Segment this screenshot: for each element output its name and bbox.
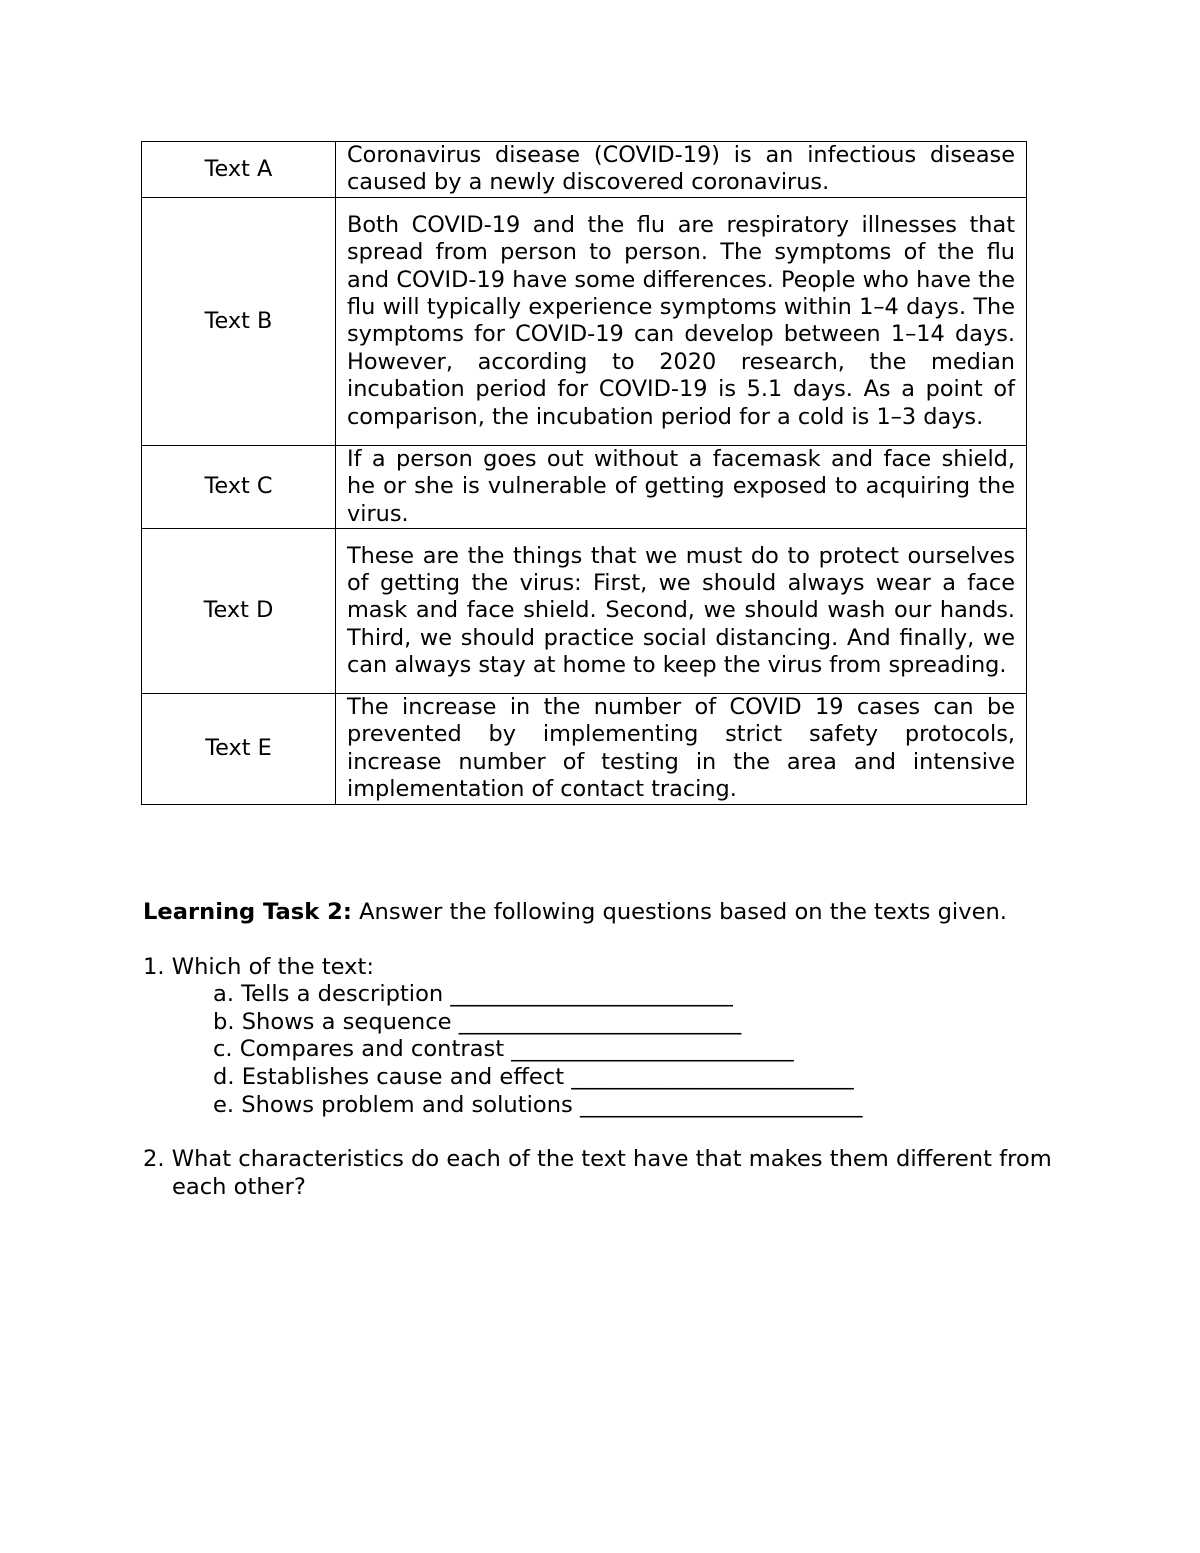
text-body: The increase in the number of COVID 19 cases can be prevented by implementing strict safety protocols, increase number of testing in the area and intensive implementation of contact tracing. xyxy=(336,694,1027,805)
text-body: Both COVID-19 and the flu are respiratory illnesses that spread from person to person. The symptoms of the flu and COVID-19 have some differences. People who have the flu will typically experience symptoms within 1–4 days. The symptoms for COVID-19 can develop between 1–14 days. However, according to 2020 research, the median incubation period for COVID-19 is 5.1 days. As a point of comparison, the incubation period for a cold is 1–3 days. xyxy=(336,197,1027,445)
option-d: d. Establishes cause and effect _________________________ xyxy=(213,1063,854,1090)
task-instruction: Answer the following questions based on the texts given. xyxy=(351,899,1007,925)
text-label: Text C xyxy=(142,445,336,528)
table-row xyxy=(142,529,1027,694)
option-a: a. Tells a description _________________________ xyxy=(213,981,733,1008)
text-label: Text D xyxy=(142,529,336,694)
question-2: 2. What characteristics do each of the text have that makes them different from xyxy=(143,1146,1052,1173)
text-body: These are the things that we must do to protect ourselves of getting the virus: First, we should always wear a face mask and face shield. Second, we should wash our hands. Third, we should practice social distancing. And finally, we can always stay at home to keep the virus from spreading. xyxy=(336,529,1027,694)
table-row xyxy=(142,197,1027,445)
text-label: Text E xyxy=(142,694,336,805)
learning-task xyxy=(143,899,1083,1201)
question-1: 1. Which of the text: xyxy=(143,953,375,980)
task-title: Learning Task 2: xyxy=(143,899,352,925)
option-e: e. Shows problem and solutions _________________________ xyxy=(213,1091,863,1118)
text-body: Coronavirus disease (COVID-19) is an infectious disease caused by a newly discovered coronavirus. xyxy=(336,142,1027,198)
text-label: Text A xyxy=(142,142,336,198)
table-row xyxy=(142,142,1027,198)
option-c: c. Compares and contrast _________________________ xyxy=(213,1036,794,1063)
table-row xyxy=(142,694,1027,805)
table-row xyxy=(142,445,1027,528)
text-label: Text B xyxy=(142,197,336,445)
task-heading xyxy=(143,899,1083,927)
texts-table xyxy=(141,141,1027,805)
question-2-continued: each other? xyxy=(172,1173,306,1200)
option-b: b. Shows a sequence _________________________ xyxy=(213,1008,742,1035)
text-body: If a person goes out without a facemask and face shield, he or she is vulnerable of getting exposed to acquiring the virus. xyxy=(336,445,1027,528)
